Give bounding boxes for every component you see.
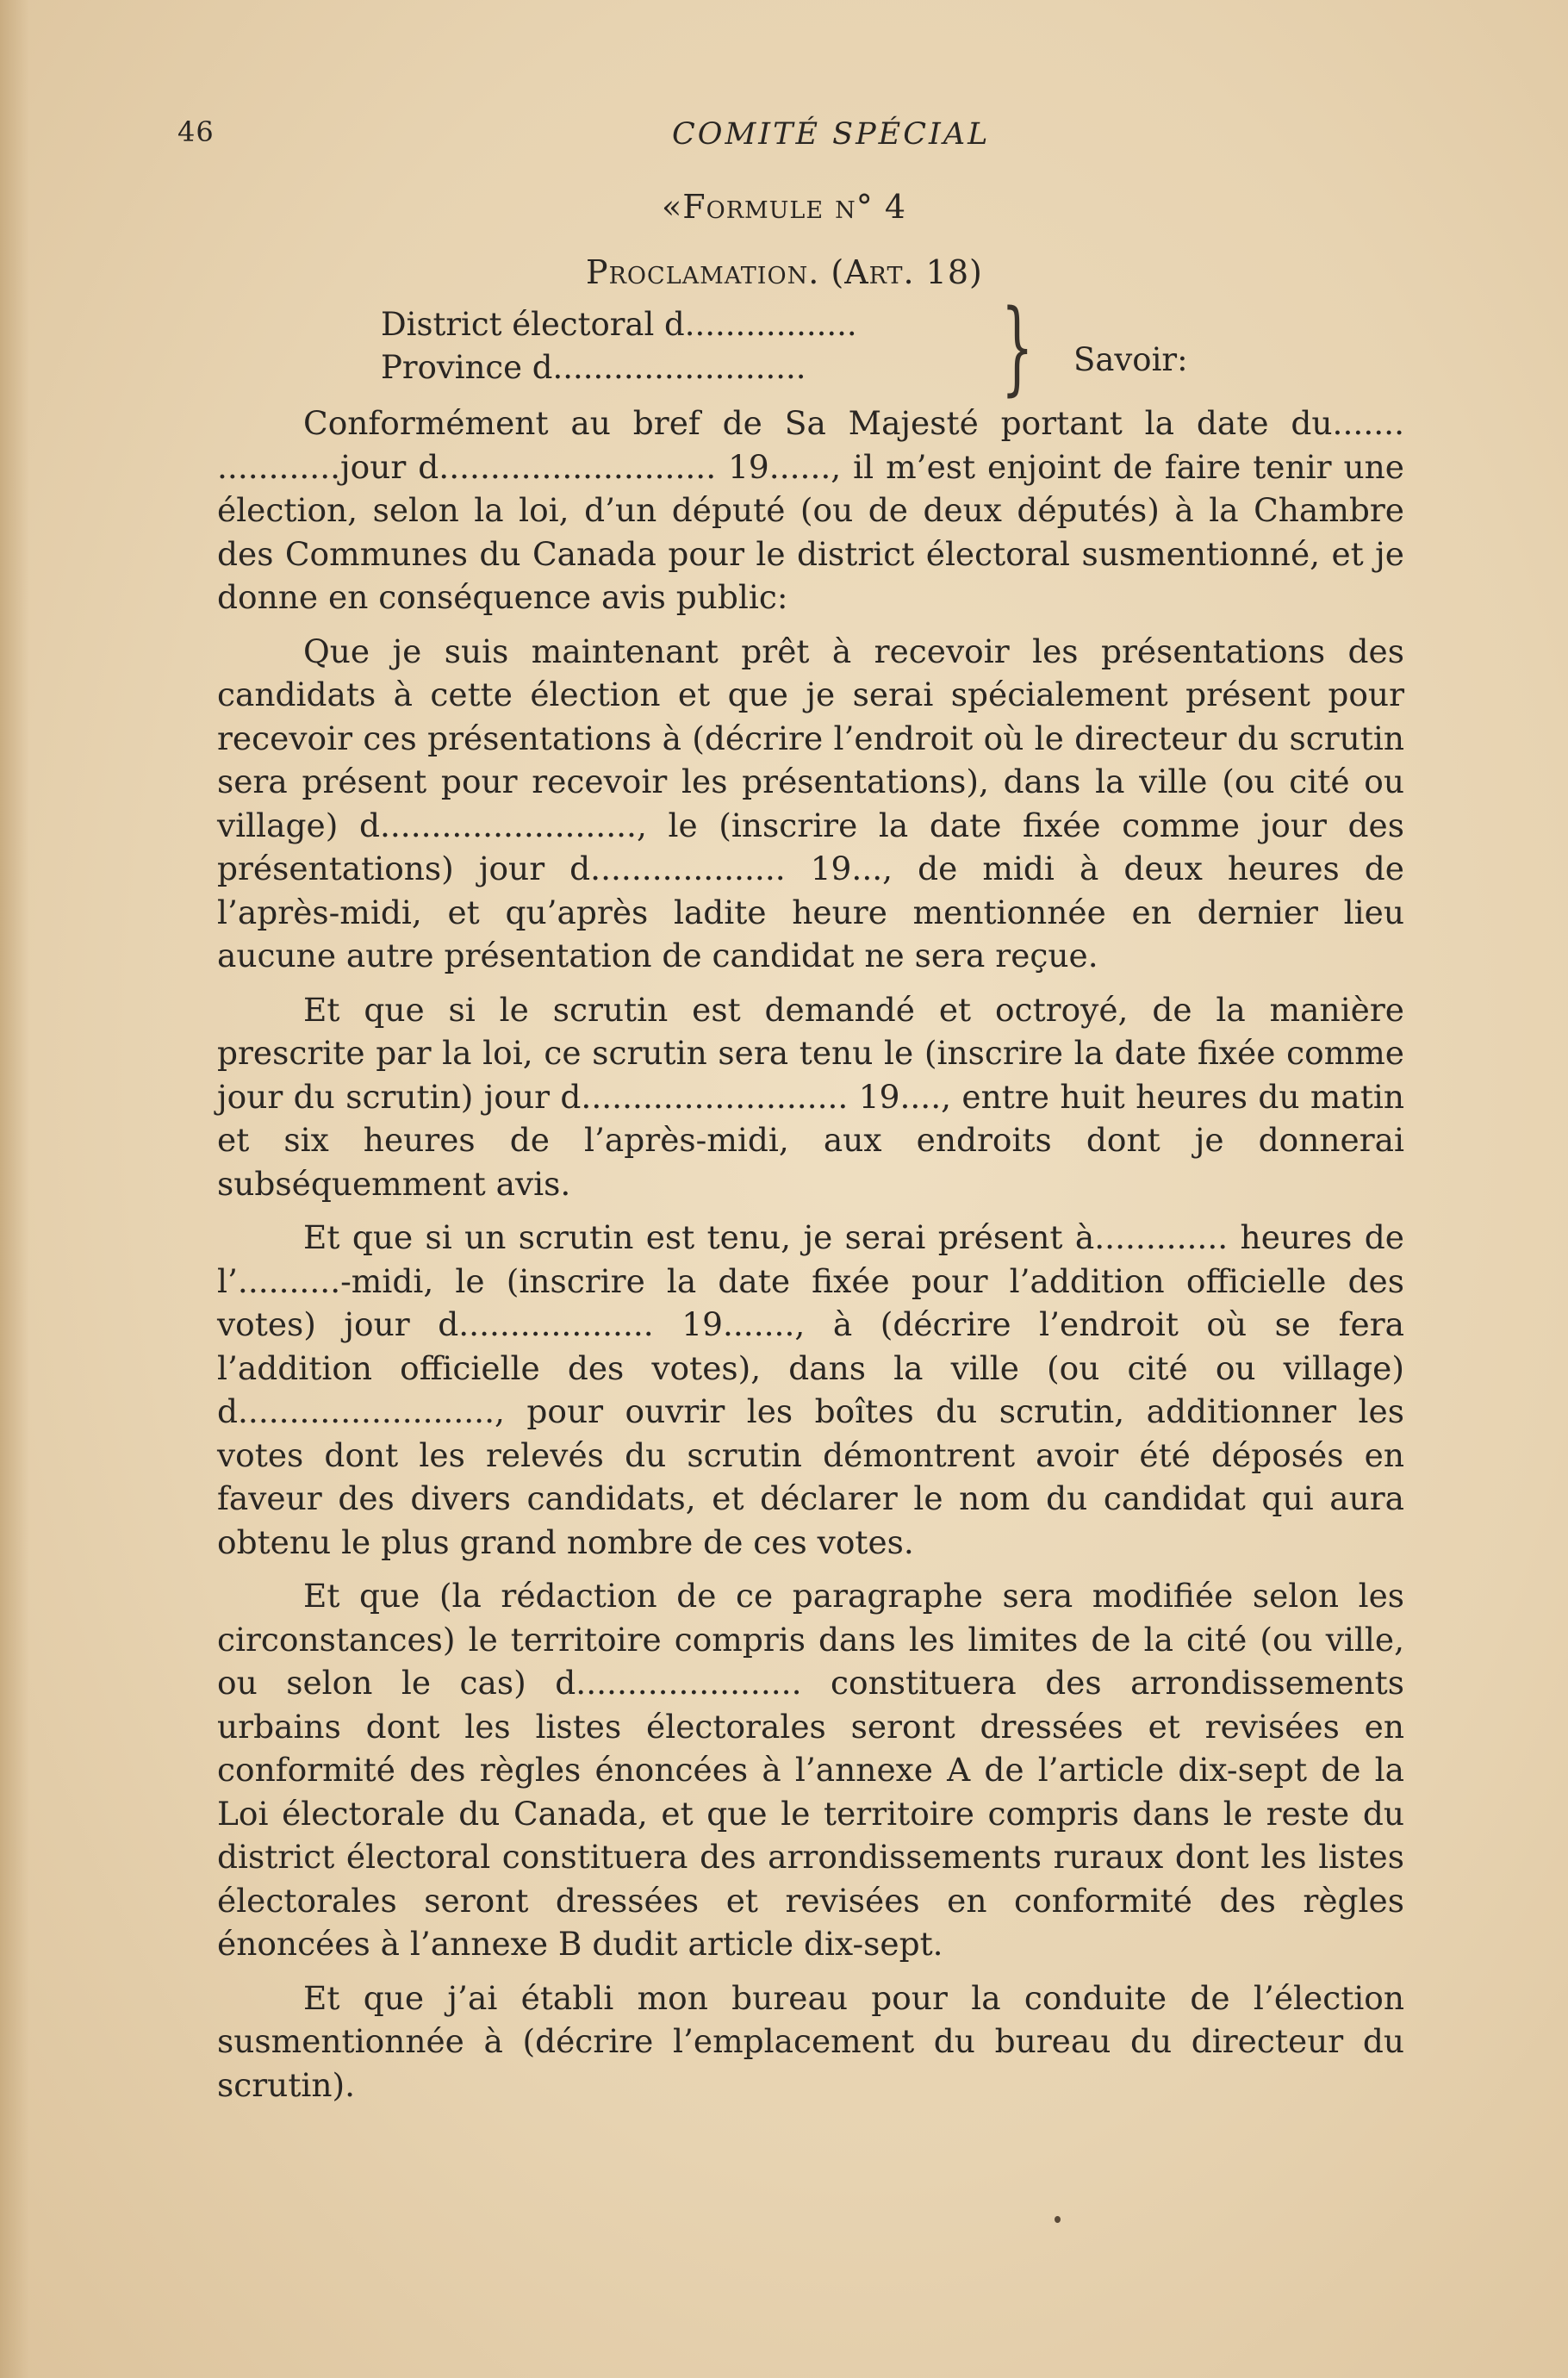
paragraph-bref: Conformément au bref de Sa Majesté portant la date du....... ............jour d........................... 19......, il m’est enjoint de faire tenir une élection, selon la loi, d’un député (ou de deux députés) à la Chambre des Communes du Canada pour le district électoral susmentionné, et je donne en conséquence avis public: xyxy=(217,404,1404,616)
province-line: Province d......................... xyxy=(381,349,806,386)
page-number: 46 xyxy=(177,115,215,148)
form-title: Proclamation. (Art. 18) xyxy=(586,253,983,291)
district-line: District électoral d................. xyxy=(381,306,857,343)
running-title: COMITÉ SPÉCIAL xyxy=(672,117,991,152)
paragraph-addition: Et que si un scrutin est tenu, je serai présent à............. heures de l’..........-midi, le (inscrire la date fixée pour l’addition officielle des votes) jour d................... 19......., à (décrire l’endroit où se fera l’addition officielle des votes), dans la ville (ou cité ou village) d........................., pour ouvrir les boîtes du scrutin, additionner les votes dont les relevés du scrutin démontrent avoir été déposés en faveur des divers candidats, et déclarer le nom du candidat qui aura obtenu le plus grand nombre de ces votes. xyxy=(217,1218,1404,1561)
paragraph-presentations: Que je suis maintenant prêt à recevoir les présentations des candidats à cette élection et que je serai spécialement présent pour recevoir ces présentations à (décrire l’endroit où le directeur du scrutin sera présent pour recevoir les présentations), dans la ville (ou cité ou village) d........................., le (inscrire la date fixée comme jour des présentations) jour d................... 19..., de midi à deux heures de l’après-midi, et qu’après ladite heure mentionnée en dernier lieu aucune autre présentation de candidat ne sera reçue. xyxy=(217,632,1404,974)
paragraph-scrutin: Et que si le scrutin est demandé et octroyé, de la manière prescrite par la loi, ce scrutin sera tenu le (inscrire la date fixée comme jour du scrutin) jour d.......................... 19...., entre huit heures du matin et six heures de l’après-midi, aux endroits dont je donnerai subséquemment avis. xyxy=(217,990,1404,1203)
savoir-label: Savoir: xyxy=(1073,341,1188,378)
paragraph-bureau: Et que j’ai établi mon bureau pour la conduite de l’élection susmentionnée à (décrire l’emplacement du bureau du directeur du scrutin). xyxy=(217,1978,1404,2104)
proclamation-body xyxy=(217,402,1404,2117)
brace-glyph: } xyxy=(1001,287,1034,406)
paragraph-arrondissements: Et que (la rédaction de ce paragraphe sera modifiée selon les circonstances) le territoire compris dans les limites de la cité (ou ville, ou selon le cas) d...................... constituera des arrondissements urbains dont les listes électorales seront dressées et revisées en conformité des règles énoncées à l’annexe A de l’article dix-sept de la Loi électorale du Canada, et que le territoire compris dans le reste du district électoral constituera des arrondissements ruraux dont les listes électorales seront dressées et revisées en conformité des règles énoncées à l’annexe B dudit article dix-sept. xyxy=(217,1577,1404,1963)
ink-speck xyxy=(1055,2216,1061,2223)
district-block xyxy=(381,303,857,389)
page-gutter-shadow xyxy=(0,0,29,2378)
form-number: «Formule n° 4 xyxy=(661,188,907,226)
